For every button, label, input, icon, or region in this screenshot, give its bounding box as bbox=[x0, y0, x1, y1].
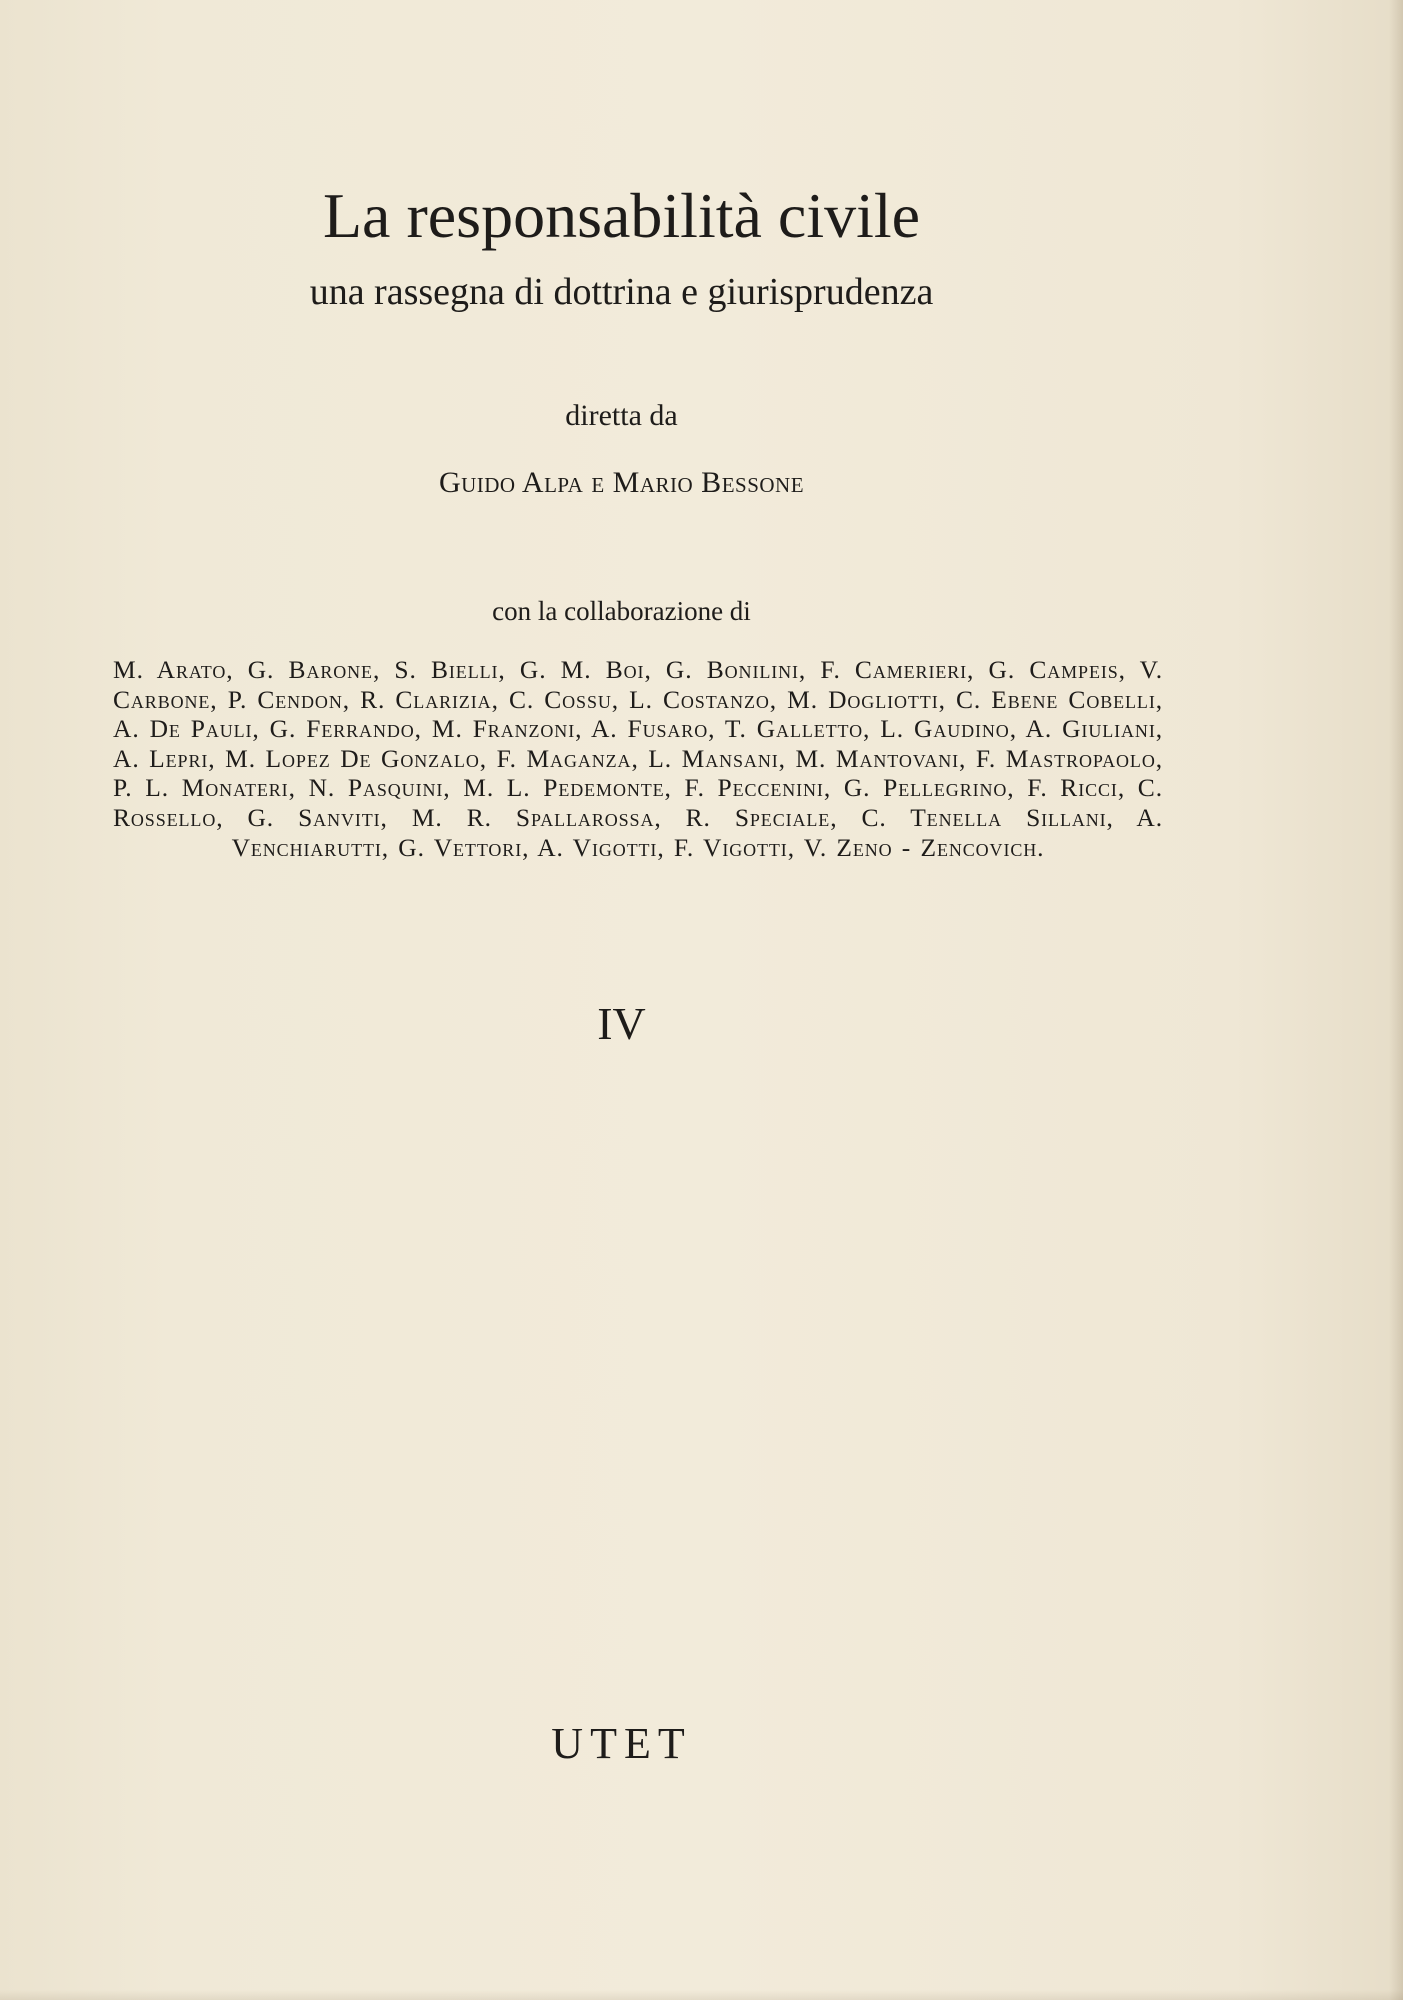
volume-number: IV bbox=[597, 998, 646, 1049]
publisher-name: UTET bbox=[551, 1719, 692, 1768]
page-edge-shadow bbox=[1389, 0, 1403, 2000]
page-bottom-shadow bbox=[0, 1990, 1403, 2000]
directed-by-label: diretta da bbox=[565, 399, 678, 432]
contributors-list: M. Arato, G. Barone, S. Bielli, G. M. Boi, G. Bonilini, F. Camerieri, G. Campeis, V. Carbone, P. Cendon, R. Clarizia, C. Cossu, L. Costanzo, M. Dogliotti, C. Ebene Cobelli, A. De Pauli, G. Ferrando, M. Franzoni, A. Fusaro, T. Galletto, L. Gaudino, A. Giuliani, A. Lepri, M. Lopez De Gonzalo, F. Maganza, L. Mansani, M. Mantovani, F. Mastropaolo, P. L. Monateri, N. Pasquini, M. L. Pedemonte, F. Peccenini, G. Pellegrino, F. Ricci, C. Rossello, G. Sanviti, M. R. Spallarossa, R. Speciale, C. Tenella Sillani, A. Venchiarutti, G. Vettori, A. Vigotti, F. Vigotti, V. Zeno - Zencovich. bbox=[113, 655, 1163, 862]
collaboration-intro: con la collaborazione di bbox=[492, 596, 751, 626]
book-title: La responsabilità civile bbox=[322, 180, 921, 251]
directors-names: Guido Alpa e Mario Bessone bbox=[438, 466, 805, 499]
book-subtitle: una rassegna di dottrina e giurisprudenza bbox=[309, 271, 934, 313]
